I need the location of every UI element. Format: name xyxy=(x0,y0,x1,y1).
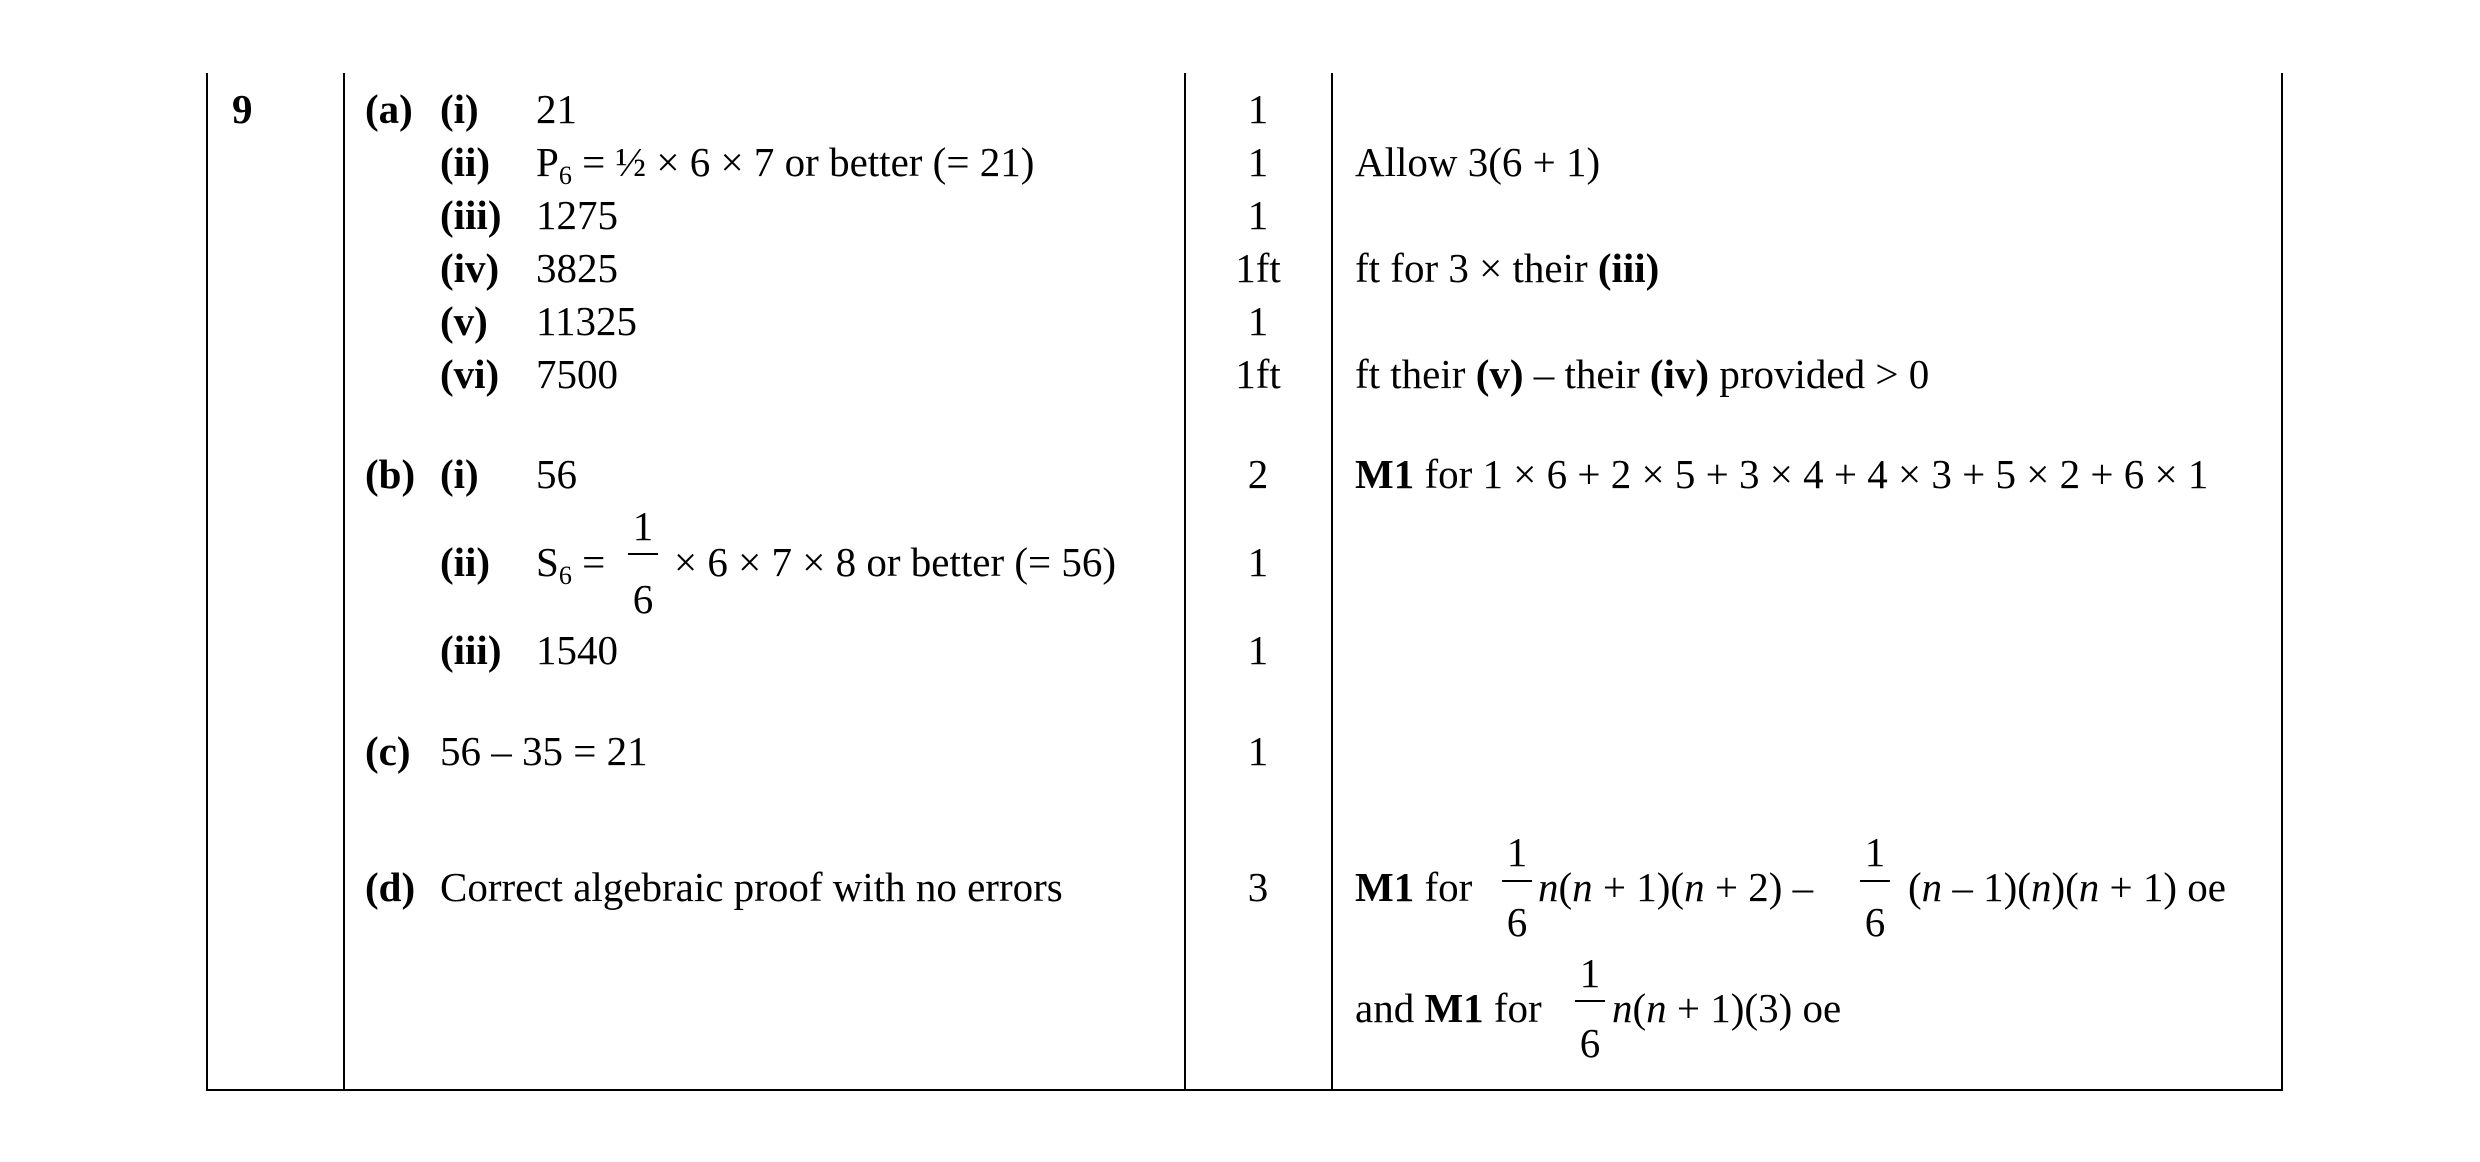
part-label-d: (d) xyxy=(365,864,416,910)
mark-a-ii: 1 xyxy=(1247,139,1269,185)
part-label-b: (b) xyxy=(365,451,416,497)
sub-label-a-i: (i) xyxy=(440,86,479,132)
guidance-d-line2-start: and M1 for xyxy=(1355,985,1542,1031)
answer-b-ii-rhs: × 6 × 7 × 8 or better (= 56) xyxy=(674,539,1117,585)
question-number: 9 xyxy=(232,86,253,132)
sub-label-a-vi: (vi) xyxy=(440,351,500,397)
answer-a-iv: 3825 xyxy=(536,245,618,291)
sub-label-a-iv: (iv) xyxy=(440,245,500,291)
mark-b-iii: 1 xyxy=(1247,627,1269,673)
sub-label-b-i: (i) xyxy=(440,451,479,497)
answer-d: Correct algebraic proof with no errors xyxy=(440,864,1063,910)
answer-b-iii: 1540 xyxy=(536,627,618,673)
guidance-a-vi: ft their (v) – their (iv) provided > 0 xyxy=(1355,351,1930,397)
answer-a-ii: $P_6$ = ½ × 6 × 7 or better (= 21) xyxy=(536,139,1035,190)
guidance-d-frac3-denominator: 6 xyxy=(1579,1020,1601,1066)
border-bottom xyxy=(206,1089,2283,1091)
answer-c: 56 – 35 = 21 xyxy=(440,728,648,774)
answer-a-iii: 1275 xyxy=(536,192,618,238)
guidance-d-frac1-bar xyxy=(1502,880,1532,882)
guidance-d-expression1: n(n + 1)(n + 2) – xyxy=(1538,864,1814,910)
guidance-d-frac2-bar xyxy=(1860,880,1890,882)
answer-a-vi: 7500 xyxy=(536,351,618,397)
mark-b-ii: 1 xyxy=(1247,539,1269,585)
guidance-d-frac1-numerator: 1 xyxy=(1506,829,1528,875)
guidance-d-expression2: (n – 1)(n)(n + 1) oe xyxy=(1908,864,2227,910)
border-left xyxy=(206,73,208,1091)
mark-a-iv: 1ft xyxy=(1235,245,1281,291)
sub-label-b-ii: (ii) xyxy=(440,539,491,585)
divider-marks-guidance xyxy=(1331,73,1333,1091)
sub-label-a-v: (v) xyxy=(440,298,488,344)
fraction-denominator: 6 xyxy=(632,576,654,622)
mark-a-vi: 1ft xyxy=(1235,351,1281,397)
fraction-numerator: 1 xyxy=(632,503,654,549)
answer-b-ii-lhs: $S_6$ = xyxy=(536,539,606,590)
mark-a-iii: 1 xyxy=(1247,192,1269,238)
sub-label-a-ii: (ii) xyxy=(440,139,491,185)
mark-a-v: 1 xyxy=(1247,298,1269,344)
guidance-d-frac3-bar xyxy=(1575,1000,1605,1002)
answer-a-i: 21 xyxy=(536,86,577,132)
answer-b-i: 56 xyxy=(536,451,577,497)
guidance-d-line1-start: M1 for xyxy=(1355,864,1473,910)
guidance-d-expression3: n(n + 1)(3) oe xyxy=(1612,985,1842,1031)
guidance-b-i: M1 for 1 × 6 + 2 × 5 + 3 × 4 + 4 × 3 + 5 × 2 + 6 × 1 xyxy=(1355,451,2209,497)
guidance-a-iv: ft for 3 × their (iii) xyxy=(1355,245,1660,291)
sub-label-b-iii: (iii) xyxy=(440,627,502,673)
guidance-d-frac3-numerator: 1 xyxy=(1579,950,1601,996)
part-label-a: (a) xyxy=(365,86,413,132)
mark-d: 3 xyxy=(1247,864,1269,910)
answer-a-v: 11325 xyxy=(536,298,637,344)
sub-label-a-iii: (iii) xyxy=(440,192,502,238)
mark-b-i: 2 xyxy=(1247,451,1269,497)
guidance-d-frac1-denominator: 6 xyxy=(1506,899,1528,945)
mark-c: 1 xyxy=(1247,728,1269,774)
part-label-c: (c) xyxy=(365,728,411,774)
fraction-bar xyxy=(628,553,658,555)
mark-a-i: 1 xyxy=(1247,86,1269,132)
border-right xyxy=(2281,73,2283,1091)
divider-question-parts xyxy=(343,73,345,1091)
guidance-d-frac2-denominator: 6 xyxy=(1864,899,1886,945)
guidance-d-frac2-numerator: 1 xyxy=(1864,829,1886,875)
guidance-a-ii: Allow 3(6 + 1) xyxy=(1355,139,1601,185)
